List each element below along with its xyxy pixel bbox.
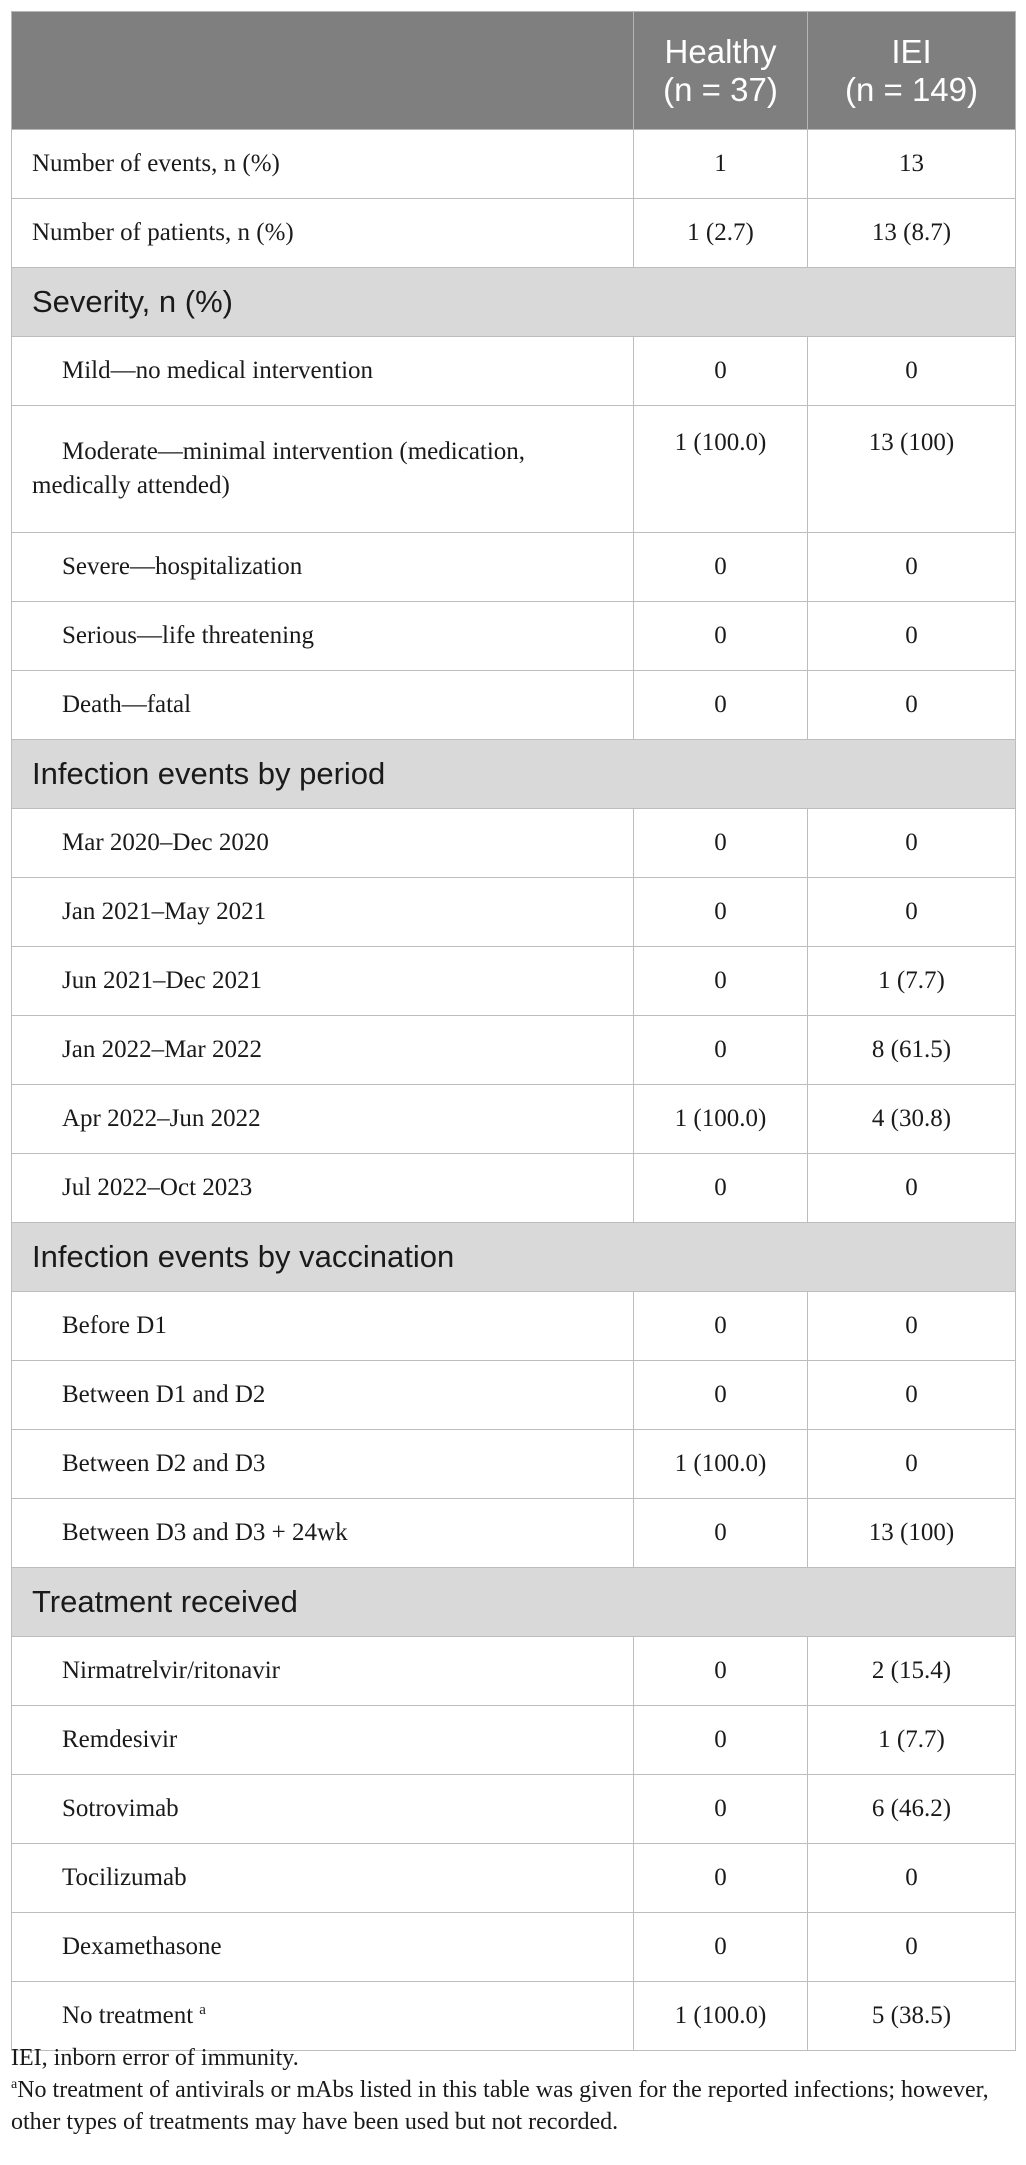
row-label: Apr 2022–Jun 2022	[12, 1085, 634, 1154]
table-row	[12, 1085, 1016, 1154]
iei-value: 0	[808, 337, 1016, 406]
section-header-treatment	[12, 1568, 1016, 1637]
footnote-a	[11, 2074, 1015, 2138]
row-label: Number of patients, n (%)	[12, 199, 634, 268]
table-row	[12, 1361, 1016, 1430]
table-row	[12, 1844, 1016, 1913]
row-label: Between D1 and D2	[12, 1361, 634, 1430]
iei-value: 13 (100)	[808, 1499, 1016, 1568]
row-label	[12, 1982, 634, 2051]
header-iei	[808, 12, 1016, 130]
healthy-value: 0	[634, 1706, 808, 1775]
row-label: Sotrovimab	[12, 1775, 634, 1844]
iei-value: 0	[808, 1361, 1016, 1430]
iei-value: 0	[808, 533, 1016, 602]
table-row	[12, 130, 1016, 199]
table-row	[12, 1913, 1016, 1982]
table-row	[12, 1775, 1016, 1844]
row-label: Severe—hospitalization	[12, 533, 634, 602]
iei-value: 13	[808, 130, 1016, 199]
header-healthy-name: Healthy	[664, 32, 777, 70]
row-label: Remdesivir	[12, 1706, 634, 1775]
healthy-value: 0	[634, 602, 808, 671]
row-label: Number of events, n (%)	[12, 130, 634, 199]
table-row	[12, 533, 1016, 602]
healthy-value: 0	[634, 1016, 808, 1085]
section-title: Infection events by vaccination	[12, 1223, 1016, 1292]
row-label: Before D1	[12, 1292, 634, 1361]
healthy-value: 0	[634, 1154, 808, 1223]
header-label-cell	[12, 12, 634, 130]
table-header-row	[12, 12, 1016, 130]
iei-value: 1 (7.7)	[808, 947, 1016, 1016]
healthy-value: 1 (2.7)	[634, 199, 808, 268]
healthy-value: 0	[634, 1361, 808, 1430]
iei-value: 8 (61.5)	[808, 1016, 1016, 1085]
section-header-vaccination	[12, 1223, 1016, 1292]
iei-value: 13 (100)	[808, 406, 1016, 533]
iei-value: 5 (38.5)	[808, 1982, 1016, 2051]
table-row	[12, 671, 1016, 740]
header-healthy-n: (n = 37)	[663, 70, 778, 108]
healthy-value: 1	[634, 130, 808, 199]
row-label: Between D3 and D3 + 24wk	[12, 1499, 634, 1568]
healthy-value: 0	[634, 1844, 808, 1913]
iei-value: 13 (8.7)	[808, 199, 1016, 268]
header-iei-name: IEI	[891, 32, 932, 70]
healthy-value: 0	[634, 947, 808, 1016]
healthy-value: 1 (100.0)	[634, 1430, 808, 1499]
healthy-value: 1 (100.0)	[634, 1982, 808, 2051]
section-title: Severity, n (%)	[12, 268, 1016, 337]
healthy-value: 1 (100.0)	[634, 406, 808, 533]
footnote-marker: a	[199, 2001, 206, 2018]
row-label: Dexamethasone	[12, 1913, 634, 1982]
row-label: Jun 2021–Dec 2021	[12, 947, 634, 1016]
table-row	[12, 1292, 1016, 1361]
table-row	[12, 1499, 1016, 1568]
healthy-value: 0	[634, 1292, 808, 1361]
table-row	[12, 809, 1016, 878]
row-label: Jul 2022–Oct 2023	[12, 1154, 634, 1223]
table-footnotes	[11, 2042, 1015, 2138]
iei-value: 0	[808, 1844, 1016, 1913]
table-row	[12, 199, 1016, 268]
row-label: Nirmatrelvir/ritonavir	[12, 1637, 634, 1706]
healthy-value: 0	[634, 1637, 808, 1706]
iei-value: 0	[808, 602, 1016, 671]
results-table-container	[11, 11, 1015, 2051]
section-title: Treatment received	[12, 1568, 1016, 1637]
header-healthy	[634, 12, 808, 130]
healthy-value: 1 (100.0)	[634, 1085, 808, 1154]
row-label: Tocilizumab	[12, 1844, 634, 1913]
iei-value: 0	[808, 1430, 1016, 1499]
row-label: Mild—no medical intervention	[12, 337, 634, 406]
iei-value: 6 (46.2)	[808, 1775, 1016, 1844]
healthy-value: 0	[634, 671, 808, 740]
iei-value: 0	[808, 1154, 1016, 1223]
table-row	[12, 1430, 1016, 1499]
healthy-value: 0	[634, 337, 808, 406]
row-label: Serious—life threatening	[12, 602, 634, 671]
footnote-a-marker: a	[11, 2077, 18, 2092]
iei-value: 0	[808, 878, 1016, 947]
table-row	[12, 1982, 1016, 2051]
healthy-value: 0	[634, 1913, 808, 1982]
iei-value: 0	[808, 1913, 1016, 1982]
iei-value: 1 (7.7)	[808, 1706, 1016, 1775]
healthy-value: 0	[634, 1499, 808, 1568]
iei-value: 0	[808, 671, 1016, 740]
table-row	[12, 406, 1016, 533]
table-row	[12, 1637, 1016, 1706]
table-row	[12, 602, 1016, 671]
footnote-a-text: No treatment of antivirals or mAbs listed in this table was given for the reported infections; however, other types of treatments may have been used but not recorded.	[11, 2077, 989, 2135]
table-row	[12, 1154, 1016, 1223]
section-header-period	[12, 740, 1016, 809]
row-label: Jan 2021–May 2021	[12, 878, 634, 947]
table-row	[12, 337, 1016, 406]
table-row	[12, 1016, 1016, 1085]
iei-value: 4 (30.8)	[808, 1085, 1016, 1154]
row-label: Between D2 and D3	[12, 1430, 634, 1499]
row-label-text: No treatment	[62, 2002, 194, 2029]
table-row	[12, 878, 1016, 947]
row-label: Death—fatal	[12, 671, 634, 740]
row-label: Mar 2020–Dec 2020	[12, 809, 634, 878]
iei-value: 0	[808, 1292, 1016, 1361]
row-label: Jan 2022–Mar 2022	[12, 1016, 634, 1085]
infection-events-table	[11, 11, 1016, 2051]
healthy-value: 0	[634, 878, 808, 947]
section-header-severity	[12, 268, 1016, 337]
iei-value: 0	[808, 809, 1016, 878]
abbreviation-note: IEI, inborn error of immunity.	[11, 2045, 299, 2071]
healthy-value: 0	[634, 809, 808, 878]
table-row	[12, 947, 1016, 1016]
healthy-value: 0	[634, 1775, 808, 1844]
iei-value: 2 (15.4)	[808, 1637, 1016, 1706]
section-title: Infection events by period	[12, 740, 1016, 809]
healthy-value: 0	[634, 533, 808, 602]
row-label: Moderate—minimal intervention (medication, medically attended)	[12, 406, 634, 533]
table-row	[12, 1706, 1016, 1775]
header-iei-n: (n = 149)	[845, 70, 978, 108]
